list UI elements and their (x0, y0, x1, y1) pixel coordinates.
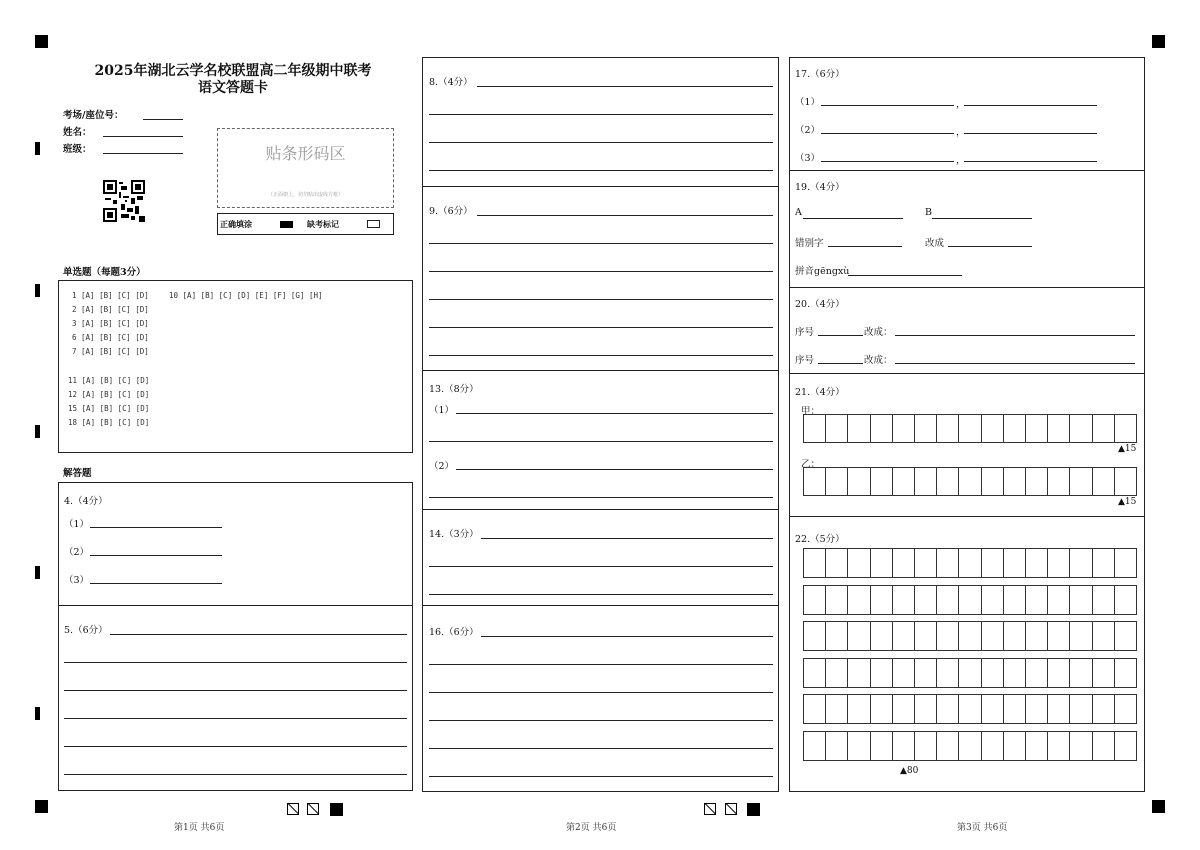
name-field[interactable] (103, 136, 183, 137)
q14-answer-line[interactable] (429, 594, 773, 595)
q22-count: ▲80 (900, 766, 919, 776)
timing-mark (35, 142, 40, 155)
q4-panel (58, 482, 413, 606)
choice-row[interactable]: 3 [A] [B] [C] [D] (72, 319, 149, 328)
choice-row[interactable]: 12 [A] [B] [C] [D] (68, 390, 150, 399)
q16-answer-line[interactable] (429, 776, 773, 777)
q20-fix-label: 改成： (864, 355, 893, 366)
q4-answer-line[interactable] (90, 527, 222, 528)
corner-mark-bottom-left (35, 800, 48, 813)
q9-answer-line[interactable] (429, 355, 773, 356)
q17-sub-label: （1） (795, 97, 821, 108)
q9-label: 9.（6分） (429, 206, 473, 217)
q22-grid-row[interactable] (803, 658, 1137, 688)
barcode-label: 贴条形码区 (265, 144, 346, 163)
q20-seq-label: 序号 (795, 327, 815, 338)
q13-answer-line[interactable] (429, 441, 773, 442)
q9-answer-line[interactable] (429, 271, 773, 272)
q20-seq-label: 序号 (795, 355, 815, 366)
q17-answer-line[interactable] (964, 133, 1097, 134)
q20-seq-field[interactable] (818, 335, 863, 336)
q21-jia-label: 甲： (801, 406, 821, 417)
page-number-2: 第2页 共6页 (566, 823, 617, 833)
q4-sub-label: （2） (64, 547, 90, 558)
q20-fix-field[interactable] (895, 335, 1135, 336)
corner-mark-bottom-right (1152, 800, 1165, 813)
q19-pinyin-label: 拼音gēngxù (795, 266, 850, 277)
alignment-mark-icon (704, 803, 716, 815)
q19-a-label: A (795, 207, 802, 218)
q8-label: 8.（4分） (429, 77, 473, 88)
q21-label: 21.（4分） (795, 387, 845, 398)
q17-panel (789, 57, 1145, 171)
q4-answer-line[interactable] (90, 555, 222, 556)
q17-label: 17.（6分） (795, 69, 845, 80)
q21-jia-grid[interactable] (803, 414, 1137, 443)
q17-sub-label: （2） (795, 125, 821, 136)
q17-answer-line[interactable] (964, 105, 1097, 106)
q5-answer-line[interactable] (64, 774, 407, 775)
page-number-1: 第1页 共6页 (174, 823, 225, 833)
corner-mark-top-right (1152, 35, 1165, 48)
q19-wrong-char-field[interactable] (828, 246, 902, 247)
q13-answer-line[interactable] (456, 469, 773, 470)
q16-answer-line[interactable] (481, 636, 773, 637)
q19-fix-label: 改成 (925, 238, 945, 249)
q19-b-field[interactable] (932, 218, 1032, 219)
choice-row[interactable]: 2 [A] [B] [C] [D] (72, 305, 149, 314)
q22-panel (789, 516, 1145, 792)
q14-answer-line[interactable] (481, 538, 773, 539)
q16-panel (422, 605, 779, 792)
q8-answer-line[interactable] (429, 114, 773, 115)
q19-a-field[interactable] (803, 218, 903, 219)
exam-subtitle: 语文答题卡 (198, 80, 268, 96)
q17-separator: ， (956, 127, 966, 138)
answer-section-heading: 解答题 (63, 468, 92, 479)
q5-panel (58, 605, 413, 791)
q9-answer-line[interactable] (477, 215, 773, 216)
q8-panel (422, 57, 779, 187)
choice-row[interactable]: 6 [A] [B] [C] [D] (72, 333, 149, 342)
corner-mark-top-left (35, 35, 48, 48)
q19-pinyin-field[interactable] (848, 275, 962, 276)
alignment-mark-icon (287, 803, 299, 815)
q13-label: 13.（8分） (429, 384, 479, 395)
q21-jia-count: ▲15 (1118, 444, 1137, 454)
q4-answer-line[interactable] (90, 583, 222, 584)
q8-answer-line[interactable] (477, 86, 773, 87)
q13-sub-label: （2） (429, 461, 455, 472)
q13-answer-line[interactable] (429, 497, 773, 498)
q4-sub-label: （3） (64, 575, 90, 586)
q22-grid-row[interactable] (803, 694, 1137, 724)
barcode-area (217, 128, 394, 208)
q14-answer-line[interactable] (429, 566, 773, 567)
seat-number-field[interactable] (143, 119, 183, 120)
q20-fix-field[interactable] (895, 363, 1135, 364)
q4-sub-label: （1） (64, 519, 90, 530)
q8-answer-line[interactable] (429, 142, 773, 143)
q22-grid-row[interactable] (803, 585, 1137, 615)
q16-answer-line[interactable] (429, 720, 773, 721)
choice-row[interactable]: 18 [A] [B] [C] [D] (68, 418, 150, 427)
qr-code-icon (103, 180, 145, 222)
q19-panel (789, 170, 1145, 288)
fill-correct-sample (280, 221, 293, 228)
choice-row[interactable]: 7 [A] [B] [C] [D] (72, 347, 149, 356)
q22-grid-row[interactable] (803, 548, 1137, 578)
q9-panel (422, 186, 779, 371)
q14-panel (422, 509, 779, 606)
alignment-mark-icon (747, 803, 760, 816)
barcode-note: （正面朝上，切勿贴出虚线方框） (267, 192, 343, 198)
q5-answer-line[interactable] (110, 634, 407, 635)
choice-row-10[interactable]: 10 [A] [B] [C] [D] [E] [F] [G] [H] (169, 291, 323, 300)
class-label: 班级： (63, 144, 92, 155)
absent-checkbox[interactable] (367, 220, 380, 228)
q16-answer-line[interactable] (429, 748, 773, 749)
q5-answer-line[interactable] (64, 662, 407, 663)
timing-mark (35, 566, 40, 579)
q17-separator: ， (956, 99, 966, 110)
timing-mark (35, 707, 40, 720)
timing-mark (35, 425, 40, 438)
q21-panel (789, 373, 1145, 517)
single-choice-heading: 单选题（每题3分） (63, 267, 146, 278)
page-number-3: 第3页 共6页 (957, 823, 1008, 833)
fill-legend (217, 213, 394, 235)
timing-mark (35, 284, 40, 297)
choice-row[interactable]: 11 [A] [B] [C] [D] (68, 376, 150, 385)
single-choice-panel (58, 280, 413, 453)
q8-answer-line[interactable] (429, 170, 773, 171)
q21-yi-count: ▲15 (1118, 497, 1137, 507)
q17-answer-line[interactable] (821, 105, 954, 106)
q19-b-label: B (925, 207, 932, 218)
q5-answer-line[interactable] (64, 746, 407, 747)
q17-separator: ， (956, 155, 966, 166)
q20-seq-field[interactable] (818, 363, 863, 364)
q5-answer-line[interactable] (64, 690, 407, 691)
q19-wrong-char-label: 错别字 (795, 238, 824, 249)
q19-label: 19.（4分） (795, 182, 845, 193)
q17-sub-label: （3） (795, 153, 821, 164)
q13-panel (422, 370, 779, 510)
q5-answer-line[interactable] (64, 718, 407, 719)
q9-answer-line[interactable] (429, 327, 773, 328)
q22-label: 22.（5分） (795, 534, 845, 545)
q16-label: 16.（6分） (429, 627, 479, 638)
q20-panel (789, 287, 1145, 374)
q19-fix-field[interactable] (948, 246, 1032, 247)
alignment-mark-icon (307, 803, 319, 815)
q9-answer-line[interactable] (429, 299, 773, 300)
q14-label: 14.（3分） (429, 529, 479, 540)
q22-grid-row[interactable] (803, 731, 1137, 761)
q17-answer-line[interactable] (821, 133, 954, 134)
seat-number-label: 考场/座位号： (63, 110, 124, 121)
class-field[interactable] (103, 153, 183, 154)
exam-title: 2025年湖北云学名校联盟高二年级期中联考 (94, 63, 372, 79)
q13-answer-line[interactable] (456, 413, 773, 414)
q4-label: 4.（4分） (64, 496, 108, 507)
alignment-mark-icon (725, 803, 737, 815)
q21-yi-grid[interactable] (803, 467, 1137, 496)
fill-absent-label: 缺考标记 (307, 219, 339, 229)
q16-answer-line[interactable] (429, 692, 773, 693)
q5-label: 5.（6分） (64, 625, 108, 636)
q13-sub-label: （1） (429, 405, 455, 416)
q20-fix-label: 改成： (864, 327, 893, 338)
q22-grid-row[interactable] (803, 621, 1137, 651)
q16-answer-line[interactable] (429, 664, 773, 665)
q20-label: 20.（4分） (795, 299, 845, 310)
q17-answer-line[interactable] (821, 161, 954, 162)
name-label: 姓名： (63, 127, 92, 138)
q17-answer-line[interactable] (964, 161, 1097, 162)
choice-row[interactable]: 1 [A] [B] [C] [D] (72, 291, 149, 300)
alignment-mark-icon (330, 803, 343, 816)
q21-yi-label: 乙： (801, 459, 821, 470)
q9-answer-line[interactable] (429, 243, 773, 244)
fill-correct-label: 正确填涂 (220, 219, 252, 229)
choice-row[interactable]: 15 [A] [B] [C] [D] (68, 404, 150, 413)
